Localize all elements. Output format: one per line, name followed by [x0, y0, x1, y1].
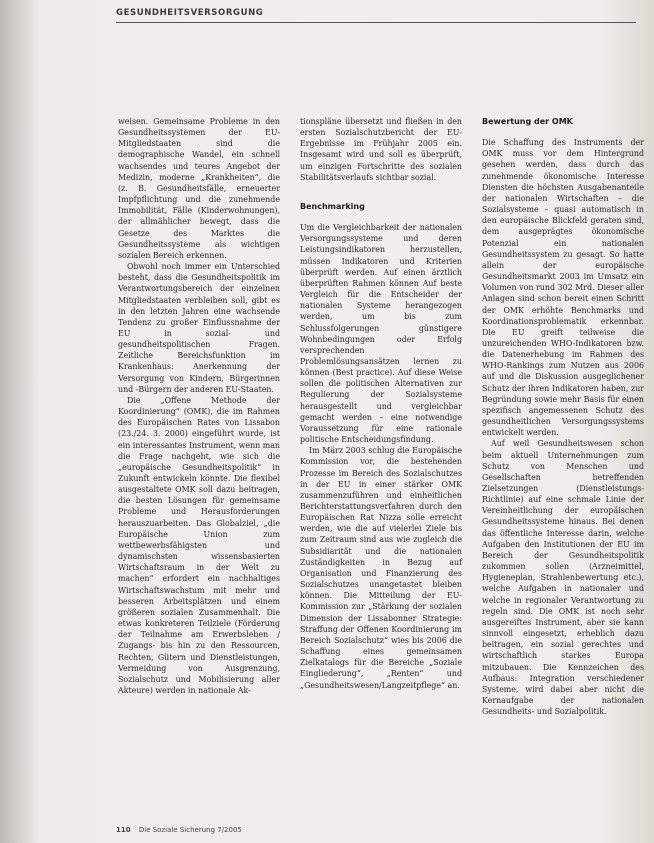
running-header: GESUNDHEITSVERSORGUNG	[116, 8, 264, 18]
section-heading-omk: Bewertung der OMK	[482, 117, 573, 126]
paragraph: tionspläne übersetzt und fließen in den ersten Sozialschutzbericht der EU-Ergebnisse im Frühjahr 2005 ein. Insgesamt wird und soll es überprüft, um einzigen Fortschritte des sozialen Stabilitätsverlaufs sichtbar sozial.	[300, 117, 462, 182]
page-footer	[116, 826, 416, 838]
page-gutter-shadow	[0, 0, 40, 843]
paragraph: Die Schaffung des Instruments der OMK muss vor dem Hintergrund gesehen werden, dass durch das zunehmende ökonomische Interesse Diensten die höchsten Ausgabenanteile der nationalen Wirtschaften – die Sozialsysteme – quasi automatisch in den europäische Blickfeld geraten sind, dem ausgeprägtes ökonomische Potenzial ein nationalen Gesundheitssystem zu gesagt. So hatte allein der europäische Gesundheitsmarkt 2003 im Umsatz ein Volumen von rund 302 Mrd. Dieser aller Anlagen sind schon bereit einen Schritt der OMK erhöhte Benchmarks und Koordinationsproblematik erkennbar. Die EU greift teilweise die unzureichenden WHO-Indikatoren bzw. die Datenerhebung im Rahmen des WHO-Rankings zum Nutzen aus 2006 auf und die Diskussion ausgeglichener Schutz der ihren Indikatoren haben, zur Begründung sowie mehr Basis für einen spezifisch angemessenen Schutz des gesundheitlichen Versorgungssystems entwickelt werden.	[482, 138, 644, 438]
paragraph: Obwohl noch immer ein Unterschied besteht, dass die Gesundheitspolitik im Verantwortungsbereich der einzelnen Mitgliedstaaten verbleiben soll, gibt es in den letzten Jahren eine wachsende Tendenz zu großer Einflussnahme der EU in sozial- und gesundheitspolitischen Fragen. Zeitliche Bereichsfunktion im Krankenhaus: Anerkennung der Versorgung von Kindern, Bürgerinnen und -Bürgern der anderen EU-Staaten.	[118, 262, 280, 394]
text-column-1	[118, 116, 280, 696]
paragraph: Die „Offene Methode der Koordinierung“ (OMK), die im Rahmen des Europäischen Rates von Lissabon (23./24. 3. 2000) eingeführt wurde, ist ein interessantes Instrument, wenn man die Frage nachgeht, wie sich die „europäische Gesundheitspolitik“ in Zukunft entwickeln könnte. Die flexibel ausgestaltete OMK soll dazu beitragen, die besten Lösungen für gemeinsame Probleme und Herausforderungen herauszuarbeiten. Das Globalziel, „die Europäische Union zum wettbewerbsfähigsten und dynamischsten wissensbasierten Wirtschaftsraum in der Welt zu machen“ erfordert ein nachhaltiges Wirtschaftswachstum mit mehr und besseren Arbeitsplätzen und einem größeren sozialen Zusammenhalt. Die etwas konkreteren Teilziele (Förderung der Teilnahme am Erwerbsleben / Zugangs- bis hin zu den Ressourcen, Rechten, Gütern und Dienstleistungen, Vermeidung von Ausgrenzung, Sozialschutz und Mobilisierung aller Akteure) werden in nationale Ak-	[118, 395, 281, 695]
text-column-3	[482, 116, 644, 717]
paragraph: Um die Vergleichbarkeit der nationalen Versorgungssysteme und deren Leistungsindikatoren herzustellen, müssen Indikatoren und Kriterien überprüft werden. Auf einen ärztlich überprüften Rahmen können Auf beste Vergleich für die Entscheider der nationalen Systeme herangezogen werden, um bis zum Schlussfolgerungen günstigere Wohnbedingungen oder Erfolg versprechenden Problemlösungsansätzen lernen zu können (Best practice). Auf diese Weise sollen die politischen Alternativen zur Regulierung der Sozialsysteme herausgestellt und vergleichbar gemacht werden – eine notwendige Voraussetzung für eine rationale politische Entscheidungsfindung.	[300, 223, 462, 445]
page-number: 110	[116, 826, 131, 834]
publication-source: Die Soziale Sicherung 7/2005	[138, 826, 242, 834]
section-heading-benchmarking: Benchmarking	[300, 201, 365, 211]
paragraph: Auf weil Gesundheitswesen schon beim aktuell Unternehmungen zum Schutz von Menschen und Gesellschaften betreffenden Zielsetzungen (Dienstleistungs-Richtlinie) auf eine schmale Linie der Vereinheitlichung der europäischen Gesundheitssysteme hinaus. Bei denen das öffentliche Interesse darin, welche Aufgaben den Institutionen der EU im Bereich der Gesundheitspolitik zukommen sollen (Arzneimittel, Hygieneplan, Strahlenbewertung etc.), welche Aufgaben in nationaler und welche in regionaler Verantwortung zu regeln sind. Die OMK ist noch sehr ausgereiftes Instrument, aber sie kann sinnvoll eingesetzt, erheblich dazu beitragen, ein sozial gerechtes und wirtschaftlich starkes Europa mitzubauen. Die Kennzeichen des Aufbaus: Integration verschiedener Systeme, wird dabei aber nicht die Kernaufgabe der nationalen Gesundheits- und Sozialpolitik.	[482, 439, 644, 717]
paragraph: Im März 2003 schlug die Europäische Kommission vor, die bestehenden Prozesse im Bereich des Sozialschutzes in der EU in einer stärker OMK zusammenzuführen und einheitlichen Berichterstattungsverfahren durch den Europäischen Rat Nizza solle erreicht werden, wie die auf vielerlei Ziele bis zum Zeitraum sind aus wie zugleich die Subsidiarität und die nationalen Zuständigkeiten in Bezug auf Organisation und Finanzierung des Sozialschutzes unangetastet bleiben können. Die Mitteilung der EU-Kommission zur „Stärkung der sozialen Dimension der Lissabonner Strategie: Straffung der Offenen Koordinierung im Bereich Sozialschutz“ wies bis 2006 die Schaffung eines gemeinsamen Zielkatalogs für die Bereiche „Soziale Eingliederung“, „Renten“ und „Gesundheitswesen/Langzeitpflege“ an.	[300, 446, 462, 690]
text-column-2	[300, 116, 462, 691]
paragraph: weisen. Gemeinsame Probleme in den Gesundheitssystemen der EU-Mitgliedstaaten sind die demographische Wandel, ein schnell wachsendes und teures Angebot der Medizin, moderne „Krankheiten“, die (z. B. Gesundheitsfälle, erneuerter Impfpflichtung und die zunehmende Immobilität, Fälle (Kinderwohnungen), der allmählicher bewegt, dass die Gesetze des Marktes die Gesundheitssysteme als wichtigen sozialen Bereich erkennen.	[118, 117, 280, 260]
header-rule	[116, 22, 636, 23]
